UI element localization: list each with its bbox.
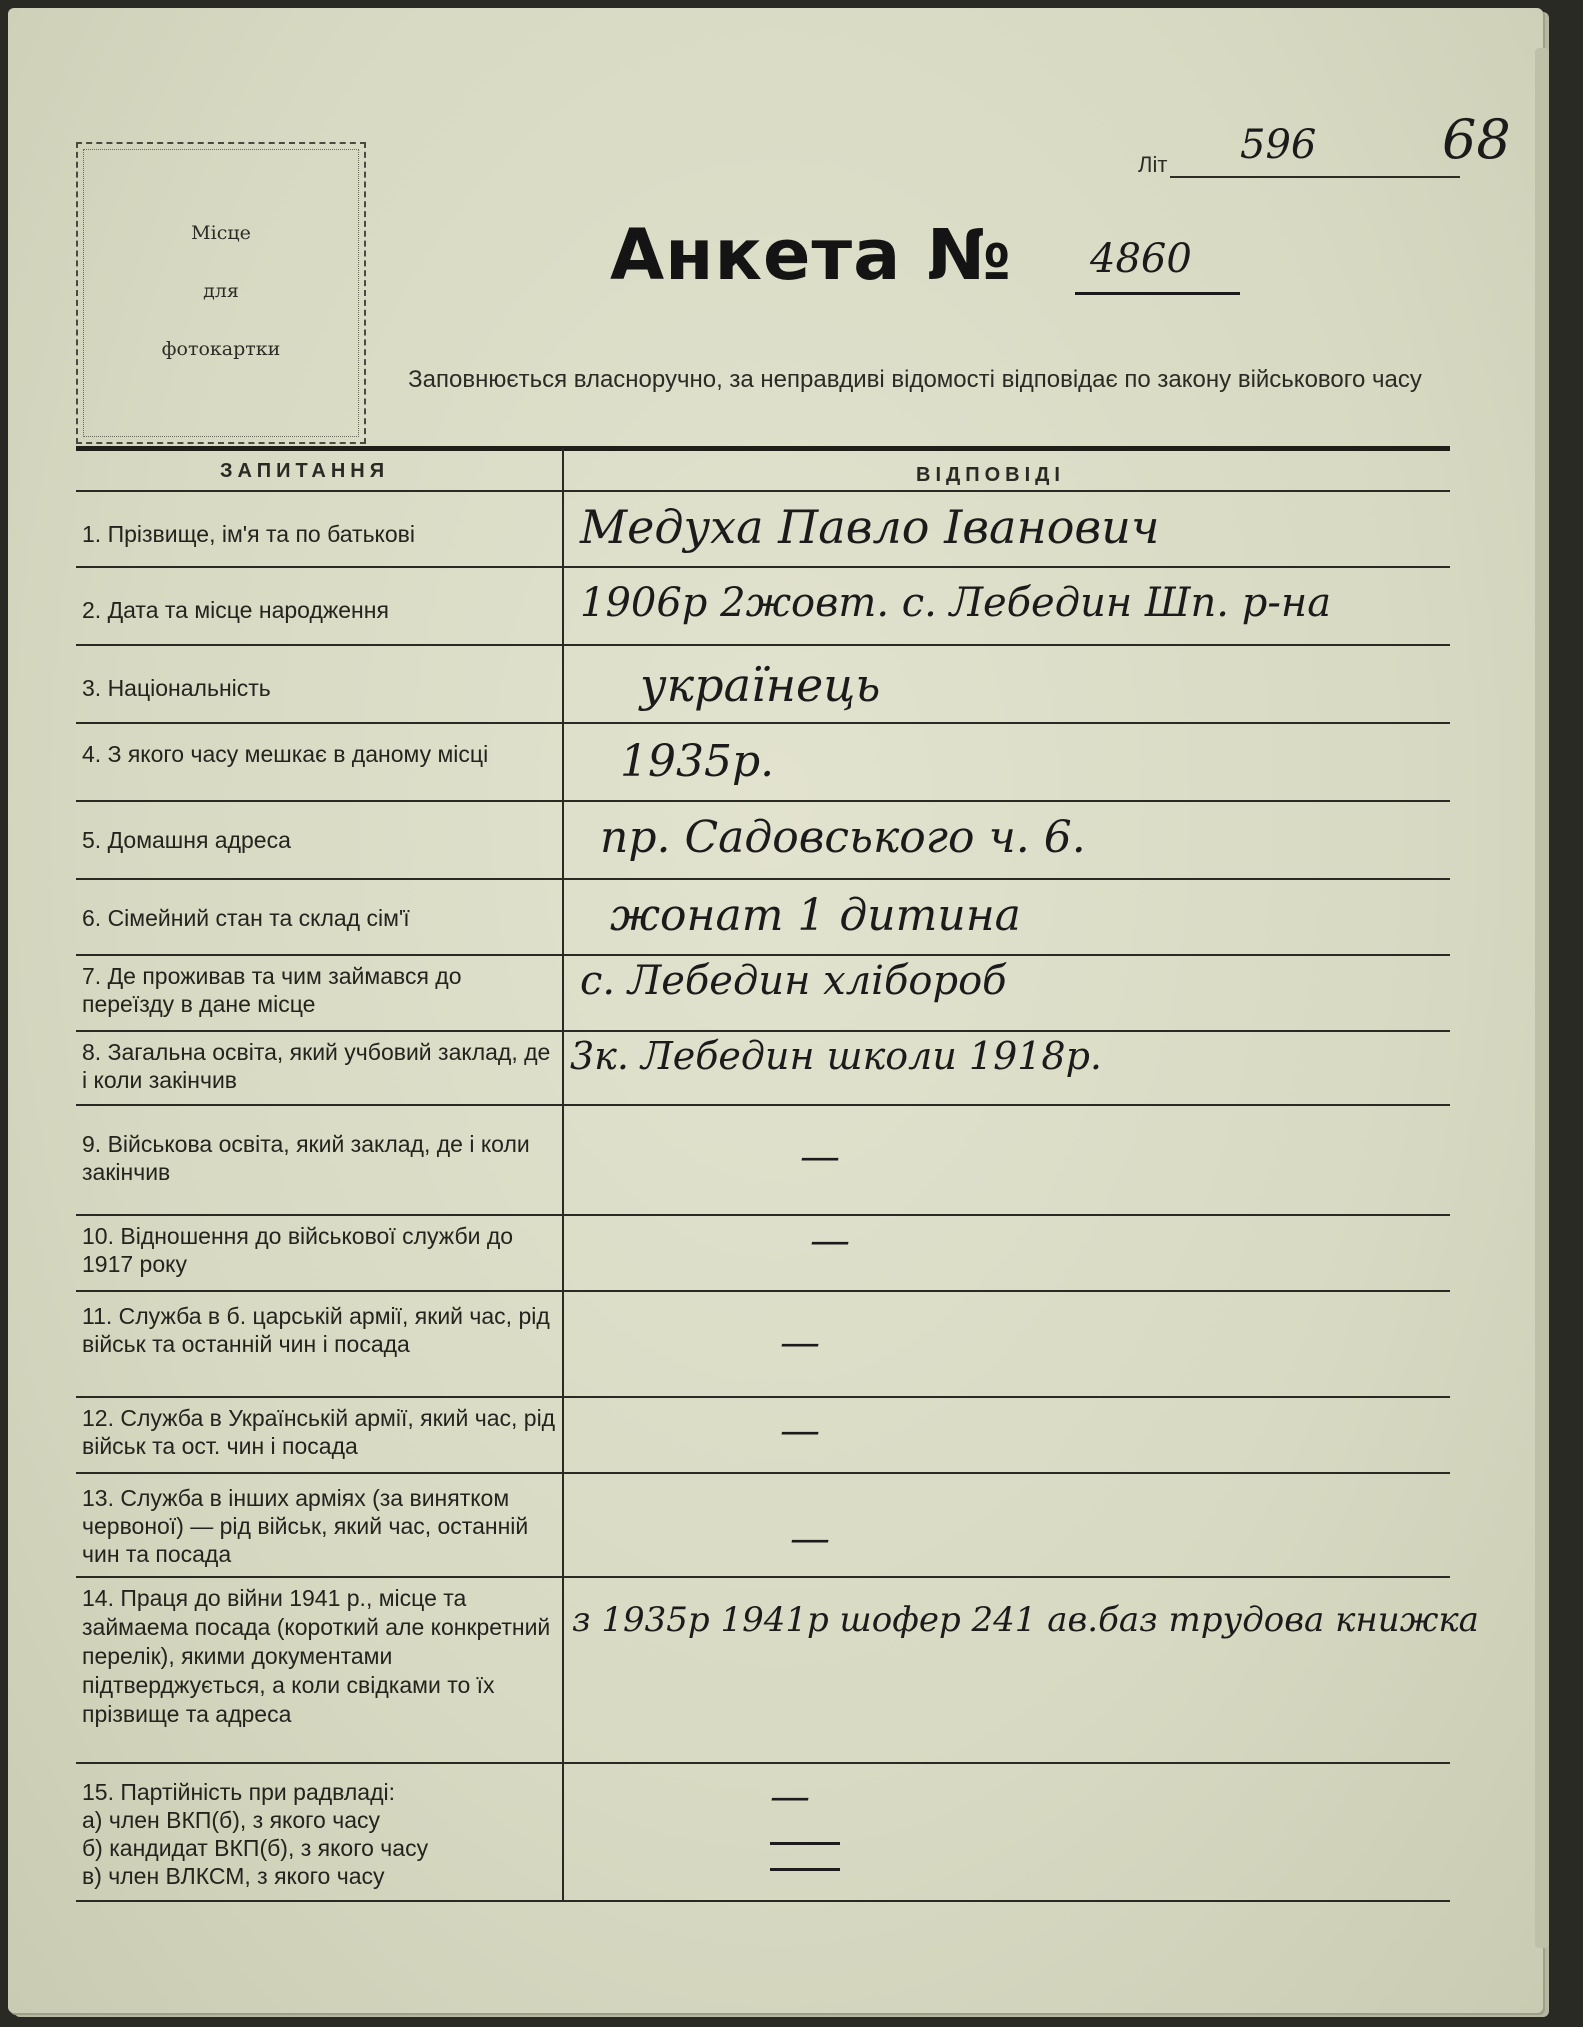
answer-1: Медуха Павло Іванович: [580, 500, 1160, 554]
questions-header: ЗАПИТАННЯ: [220, 460, 390, 482]
row-rule: [76, 566, 1450, 568]
question-4: 4. З якого часу мешкає в даному місці: [82, 741, 489, 767]
sheet-edge: [1535, 48, 1549, 1948]
photo-placeholder: [76, 142, 366, 444]
lit-underline: [1170, 176, 1460, 178]
row-rule: [76, 644, 1450, 646]
answer-10: —: [810, 1218, 850, 1264]
answer-2: 1906р 2жовт. с. Лебедин Шп. р-на: [580, 580, 1332, 626]
question-6: 6. Сімейний стан та склад сім'ї: [82, 905, 410, 931]
answer-15-dash: [770, 1842, 840, 1845]
row-rule: [76, 1472, 1450, 1474]
answer-12: —: [780, 1408, 820, 1454]
question-5: 5. Домашня адреса: [82, 827, 291, 853]
header-rule: [76, 490, 1450, 492]
question-10: 10. Відношення до військової служби до 1917 року: [82, 1223, 514, 1277]
row-rule: [76, 1030, 1450, 1032]
row-rule: [76, 1104, 1450, 1106]
answer-11: —: [780, 1320, 820, 1366]
row-rule: [76, 800, 1450, 802]
photo-label-2: для: [203, 280, 239, 302]
form-number-underline: [1075, 292, 1240, 295]
answer-4: 1935р.: [620, 736, 775, 787]
lit-label: Літ: [1138, 152, 1168, 177]
answers-header: ВІДПОВІДІ: [916, 464, 1065, 486]
question-3: 3. Національність: [82, 675, 271, 701]
column-divider: [562, 448, 564, 1900]
answer-15-dash: [770, 1868, 840, 1871]
page-title: Анкета №: [610, 214, 1012, 296]
answer-13: —: [790, 1516, 830, 1562]
question-11: 11. Служба в б. царській армії, який час, рід військ та останній чин і посада: [82, 1303, 550, 1357]
row-rule: [76, 1576, 1450, 1578]
question-1: 1. Прізвище, ім'я та по батькові: [82, 521, 415, 547]
question-13: 13. Служба в інших арміях (за винятком червоної) — рід військ, який час, останній чин та посада: [82, 1485, 529, 1567]
form-number: 4860: [1090, 236, 1192, 282]
table-top-rule: [76, 446, 1450, 451]
lit-value: 596: [1240, 122, 1317, 168]
question-8: 8. Загальна освіта, який учбовий заклад, де і коли закінчив: [82, 1039, 551, 1093]
row-rule: [76, 1396, 1450, 1398]
row-rule: [76, 1290, 1450, 1292]
row-rule: [76, 722, 1450, 724]
photo-label-1: Місце: [191, 222, 251, 244]
table-bottom-rule: [76, 1900, 1450, 1902]
row-rule: [76, 1762, 1450, 1764]
question-7: 7. Де проживав та чим займався до переїзду в дане місце: [82, 963, 462, 1017]
corner-number: 68: [1442, 108, 1511, 171]
subtitle: Заповнюється власноручно, за неправдиві відомості відповідає по закону військового часу: [408, 366, 1422, 393]
question-12: 12. Служба в Українській армії, який час, рід військ та ост. чин і посада: [82, 1405, 556, 1459]
answer-8: 3к. Лебедин школи 1918р.: [570, 1034, 1102, 1078]
answer-7: с. Лебедин хлібороб: [580, 958, 1007, 1004]
question-9: 9. Військова освіта, який заклад, де і коли закінчив: [82, 1131, 530, 1185]
answer-15: —: [770, 1774, 810, 1820]
row-rule: [76, 1214, 1450, 1216]
answer-9: —: [800, 1134, 840, 1180]
question-15: 15. Партійність при радвладі: а) член ВКП(б), з якого часу б) кандидат ВКП(б), з якого часу в) член ВЛКСМ, з якого часу: [82, 1779, 429, 1889]
question-14: 14. Праця до війни 1941 р., місце та займаема посада (короткий але конкретний перелік), якими документами підтверджується, а коли свідками то їх прізвище та адреса: [82, 1585, 551, 1727]
answer-5: пр. Садовського ч. 6.: [600, 812, 1086, 863]
row-rule: [76, 878, 1450, 880]
answer-3: українець: [640, 658, 881, 712]
photo-label-3: фотокартки: [161, 338, 281, 360]
answer-14: з 1935р 1941р шофер 241 ав.баз трудова книжка: [572, 1600, 1479, 1640]
answer-6: жонат 1 дитина: [610, 890, 1021, 941]
row-rule: [76, 954, 1450, 956]
question-2: 2. Дата та місце народження: [82, 597, 389, 623]
